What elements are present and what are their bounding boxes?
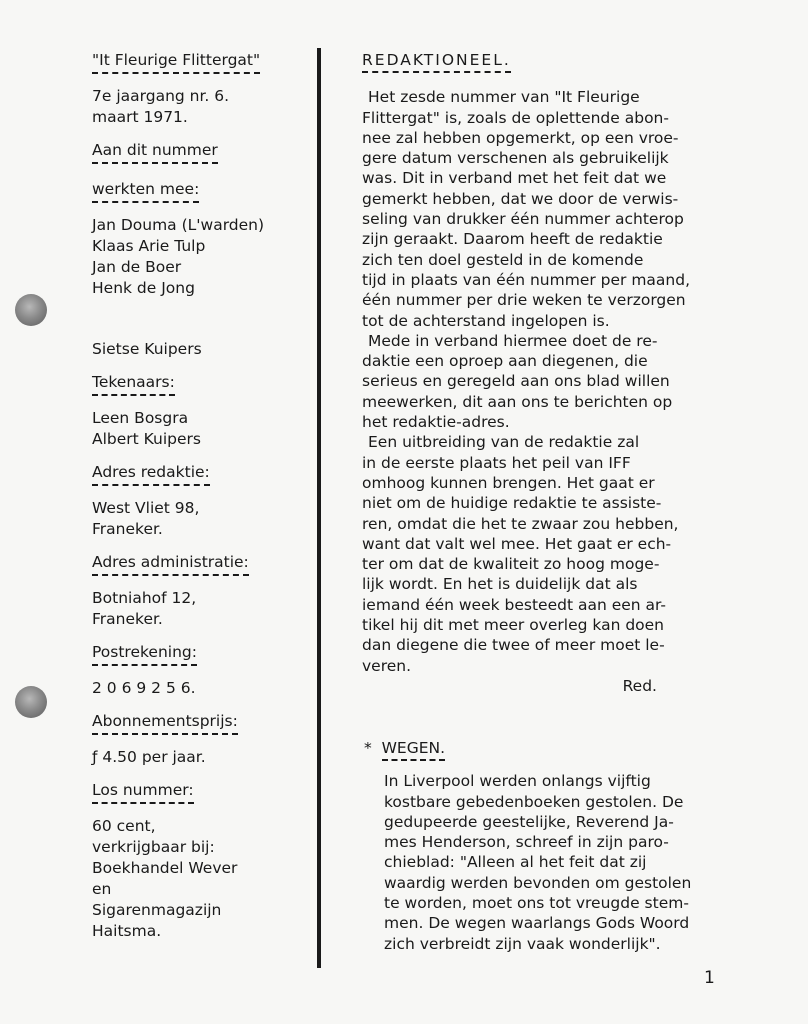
wegen-heading: WEGEN. bbox=[382, 738, 445, 761]
editorial-heading: REDAKTIONEEL. bbox=[362, 50, 511, 73]
wegen-line: waardig werden bevonden om gestolen bbox=[384, 873, 692, 892]
editorial-line: ter om dat de kwaliteit zo hoog moge- bbox=[362, 555, 660, 574]
editorial-line: lijk wordt. En het is duidelijk dat als bbox=[362, 575, 638, 594]
single-issue-line: Haitsma. bbox=[92, 922, 162, 940]
wegen-line: gedupeerde geestelijke, Reverend Ja- bbox=[384, 812, 674, 831]
admin-address-street: Botniahof 12, bbox=[92, 589, 197, 607]
editorial-line: Een uitbreiding van de redaktie zal bbox=[368, 433, 640, 452]
single-issue-line: Boekhandel Wever bbox=[92, 859, 238, 877]
editorial-address-label: Adres redaktie: bbox=[92, 462, 210, 486]
editorial-address-city: Franeker. bbox=[92, 520, 163, 538]
contributors-label: Aan dit nummer bbox=[92, 140, 218, 164]
illustrators-label: Tekenaars: bbox=[92, 372, 175, 396]
editorial-line: zijn geraakt. Daarom heeft de redaktie bbox=[362, 230, 663, 249]
editorial-line: serieus en geregeld aan ons blad willen bbox=[362, 372, 670, 391]
wegen-line: kostbare gebedenboeken gestolen. De bbox=[384, 792, 684, 811]
editorial-line: tikel hij dit met meer overleg kan doen bbox=[362, 616, 665, 635]
postal-account-label: Postrekening: bbox=[92, 642, 197, 666]
editorial-line: was. Dit in verband met het feit dat we bbox=[362, 169, 667, 188]
subscription-label: Abonnementsprijs: bbox=[92, 711, 238, 735]
wegen-line: chieblad: "Alleen al het feit dat zij bbox=[384, 853, 647, 872]
editorial-line: ren, omdat die het te zwaar zou hebben, bbox=[362, 514, 679, 533]
single-issue-line: en bbox=[92, 880, 112, 898]
editorial-address-street: West Vliet 98, bbox=[92, 499, 200, 517]
contributor: Henk de Jong bbox=[92, 279, 195, 297]
wegen-line: zich verbreidt zijn vaak wonderlijk". bbox=[384, 934, 661, 953]
editorial-line: gemerkt hebben, dat we door de verwis- bbox=[362, 189, 679, 208]
single-issue-line: verkrijgbaar bij: bbox=[92, 838, 215, 856]
editorial-line: meewerken, dit aan ons te berichten op bbox=[362, 392, 673, 411]
editorial-line: in de eerste plaats het peil van IFF bbox=[362, 453, 631, 472]
contributor: Jan Douma (L'warden) bbox=[92, 216, 265, 234]
editorial-line: dan diegene die twee of meer moet le- bbox=[362, 636, 665, 655]
column-divider bbox=[317, 48, 321, 968]
admin-address-label: Adres administratie: bbox=[92, 552, 249, 576]
editorial-column bbox=[362, 50, 712, 696]
wegen-line: mes Henderson, schreef in zijn paro- bbox=[384, 833, 669, 852]
single-issue-line: Sigarenmagazijn bbox=[92, 901, 222, 919]
editorial-line: één nummer per drie weken te verzorgen bbox=[362, 291, 686, 310]
page-number: 1 bbox=[704, 968, 715, 988]
editorial-line: nee zal hebben opgemerkt, op een vroe- bbox=[362, 128, 679, 147]
subscription-price: ƒ 4.50 per jaar. bbox=[92, 748, 206, 766]
editorial-line: daktie een oproep aan diegenen, die bbox=[362, 352, 648, 371]
punch-hole-top bbox=[15, 294, 47, 326]
issue-line: 7e jaargang nr. 6. bbox=[92, 87, 230, 105]
wegen-line: men. De wegen waarlangs Gods Woord bbox=[384, 914, 690, 933]
editorial-line: omhoog kunnen brengen. Het gaat er bbox=[362, 473, 655, 492]
editorial-line: tijd in plaats van één nummer per maand, bbox=[362, 270, 691, 289]
editorial-line: Flittergat" is, zoals de oplettende abon- bbox=[362, 108, 669, 127]
colophon-column bbox=[92, 50, 312, 942]
editorial-line: Mede in verband hiermee doet de re- bbox=[368, 331, 658, 350]
admin-address-city: Franeker. bbox=[92, 610, 163, 628]
editorial-line: want dat valt wel mee. Het gaat er ech- bbox=[362, 534, 672, 553]
editorial-line: Het zesde nummer van "It Fleurige bbox=[368, 88, 640, 107]
editorial-line: tot de achterstand ingelopen is. bbox=[362, 311, 610, 330]
masthead-title: "It Fleurige Flittergat" bbox=[92, 50, 260, 74]
illustrator: Albert Kuipers bbox=[92, 430, 202, 448]
editorial-line: iemand één week besteedt aan een ar- bbox=[362, 595, 666, 614]
contributor-extra: Sietse Kuipers bbox=[92, 340, 202, 358]
editorial-line: seling van drukker één nummer achterop bbox=[362, 210, 684, 229]
editorial-line: zich ten doel gesteld in de komende bbox=[362, 250, 644, 269]
single-issue-line: 60 cent, bbox=[92, 817, 156, 835]
editorial-line: het redaktie-adres. bbox=[362, 413, 510, 432]
single-issue-label: Los nummer: bbox=[92, 780, 194, 804]
wegen-section bbox=[364, 738, 714, 954]
editorial-line: veren. bbox=[362, 656, 412, 675]
wegen-line: te worden, moet ons tot vreugde stem- bbox=[384, 894, 689, 913]
editorial-line: gere datum verschenen als gebruikelijk bbox=[362, 149, 669, 168]
editorial-signature: Red. bbox=[622, 676, 657, 695]
contributors-label-cont: werkten mee: bbox=[92, 179, 199, 203]
issue-date: maart 1971. bbox=[92, 108, 188, 126]
illustrator: Leen Bosgra bbox=[92, 409, 189, 427]
editorial-line: niet om de huidige redaktie te assiste- bbox=[362, 494, 662, 513]
postal-account-number: 2 0 6 9 2 5 6. bbox=[92, 679, 196, 697]
punch-hole-bottom bbox=[15, 686, 47, 718]
bullet-asterisk: * bbox=[364, 739, 372, 757]
contributor: Jan de Boer bbox=[92, 258, 182, 276]
wegen-line: In Liverpool werden onlangs vijftig bbox=[384, 772, 651, 791]
contributor: Klaas Arie Tulp bbox=[92, 237, 206, 255]
